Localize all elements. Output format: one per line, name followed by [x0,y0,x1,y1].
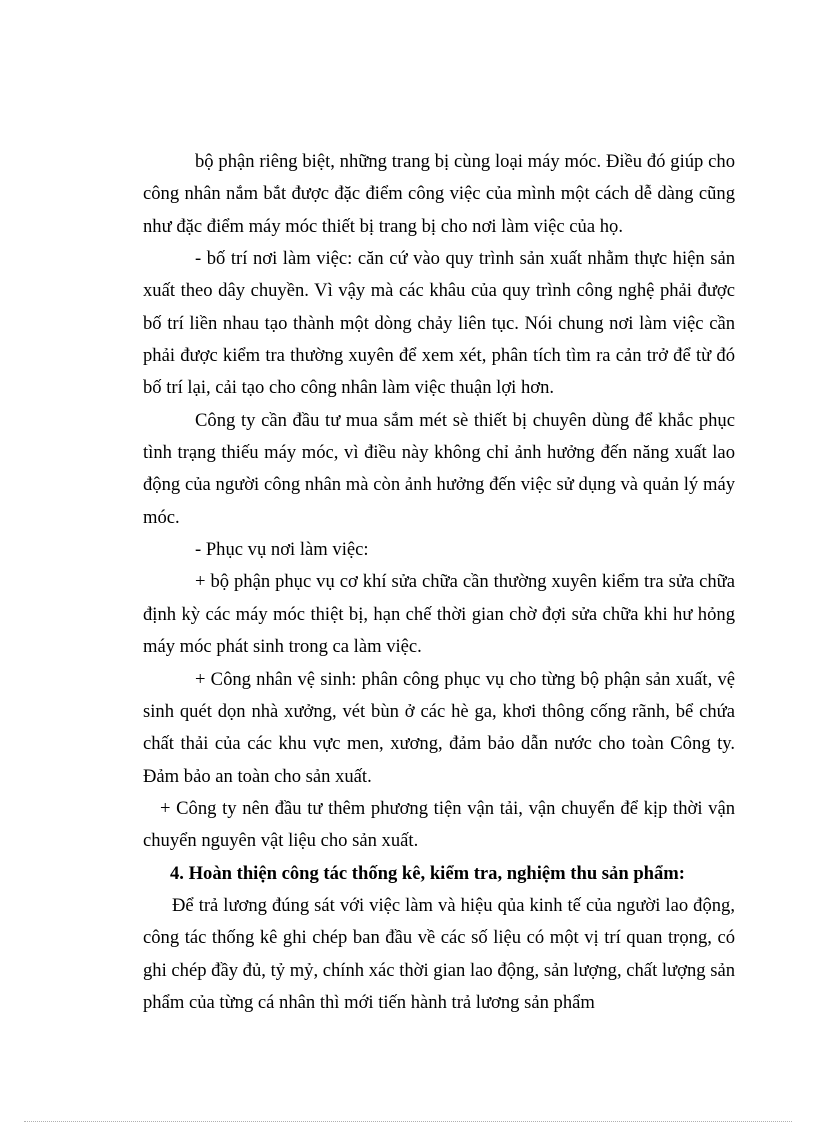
paragraph-mechanical-repair: + bộ phận phục vụ cơ khí sửa chữa cần thường xuyên kiểm tra sửa chữa định kỳ các máy móc thiệt bị, hạn chế thời gian chờ đợi sửa chữa khi hư hỏng máy móc phát sinh trong ca làm việc. [143,571,735,658]
paragraph-statistics: Để trả lương đúng sát với việc làm và hiệu qủa kinh tế của người lao động, công tác thống kê ghi chép ban đầu về các số liệu có một vị trí quan trọng, có ghi chép đầy đủ, tỷ mỷ, chính xác thời gian lao động, sản lượng, chất lượng sản phẩm của từng cá nhân thì mới tiến hành trả lương sản phẩm [143,894,735,1013]
paragraph-workplace-service: - Phục vụ nơi làm việc: [195,539,369,561]
document-body [143,146,735,1019]
paragraph-work-organization: bộ phận riêng biệt, những trang bị cùng loại máy móc. Điều đó giúp cho công nhân nắm bắt được đặc điểm công việc của mình một cách dễ dàng cũng như đặc điểm máy móc thiết bị trang bị cho nơi làm việc của họ. [143,151,735,237]
paragraph-equipment-investment: Công ty cần đầu tư mua sắm mét sè thiết bị chuyên dùng để khắc phục tình trạng thiếu máy móc, vì điều này không chỉ ảnh hưởng đến năng xuất lao động của người công nhân mà còn ảnh hưởng đến việc sử dụng và quản lý máy móc. [143,409,735,528]
paragraph-transport: + Công ty nên đầu tư thêm phương tiện vận tải, vận chuyển để kịp thời vận chuyển nguyên vật liệu cho sản xuất. [143,797,735,852]
paragraph-workplace-layout: - bố trí nơi làm việc: căn cứ vào quy trình sản xuất nhằm thực hiện sản xuất theo dây chuyền. Vì vậy mà các khâu của quy trình công nghệ phải được bố trí liền nhau tạo thành một dòng chảy liên tục. Nói chung nơi làm việc cần phải được kiểm tra thường xuyên để xem xét, phân tích tìm ra cản trở để từ đó bố trí lại, cải tạo cho công nhân làm việc thuận lợi hơn. [143,248,735,399]
paragraph-sanitation: + Công nhân vệ sinh: phân công phục vụ cho từng bộ phận sản xuất, vệ sinh quét dọn nhà xưởng, vét bùn ở các hè ga, khơi thông cống rãnh, bể chứa chất thải của các khu vực men, xương, đảm bảo dẫn nước cho toàn Công ty. Đảm bảo an toàn cho sản xuất. [143,668,735,787]
section-heading: 4. Hoàn thiện công tác thống kê, kiểm tra, nghiệm thu sản phẩm: [170,862,685,884]
page-bottom-divider [24,1121,792,1122]
